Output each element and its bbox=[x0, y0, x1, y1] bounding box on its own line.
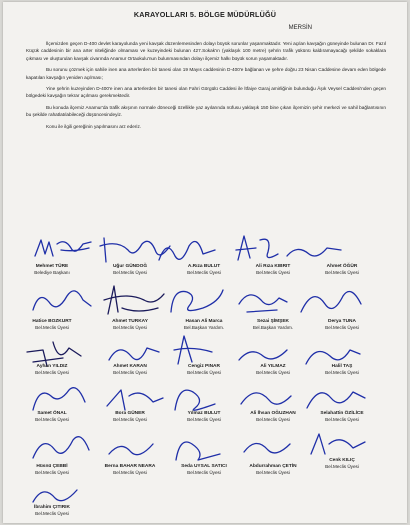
signatory-role: Bel.Başkan Yardım. bbox=[252, 325, 294, 330]
signatory-role: Bel.Meclis Üyesi bbox=[256, 417, 290, 422]
paragraph: Yine şehrin kuzeyinden D-400'e inen ana arterlerden bir tanesi olan Fahri Görgülü Caddesi ile İtfaiye Garaj amirliğinin bulunduğu Âşık Veysel Caddesi'nden geçen bölgedeki kavşağın tekrar açılması gerekmektedir. bbox=[26, 86, 386, 99]
signatory-name: Cengiz PINAR bbox=[188, 364, 220, 369]
signatory bbox=[91, 364, 169, 376]
signatory bbox=[13, 464, 91, 476]
signatory-name: Hatice BOZKURT bbox=[32, 319, 72, 324]
signatory-name: Ali Rıza KIBRIT bbox=[255, 264, 291, 269]
signatory-name: Yılmaz BULUT bbox=[187, 411, 221, 416]
signature-scribble bbox=[153, 236, 223, 266]
signature-scribble bbox=[305, 428, 375, 462]
signatory-name: Ahmet ÖĞÜR bbox=[326, 264, 358, 269]
signatory bbox=[165, 264, 243, 276]
signatory-name: Samet ÖNAL bbox=[37, 411, 67, 416]
signatory-name: Ahmet KARAN bbox=[113, 364, 147, 369]
signatory-role: Bel.Meclis Üyesi bbox=[325, 417, 359, 422]
signatory-name: A.Rıza BULUT bbox=[187, 264, 221, 269]
closing-line: Konu ile ilgili gereğinin yapılmasını arz ederiz. bbox=[46, 123, 142, 129]
signatory-name: Halil TAŞ bbox=[331, 364, 353, 369]
document-title: KARAYOLLARI 5. BÖLGE MÜDÜRLÜĞÜ bbox=[133, 10, 277, 19]
signatory-name: Bora GÜNER bbox=[115, 411, 145, 416]
signatory-name: Ayhan YILDIZ bbox=[36, 364, 68, 369]
signatory-name: Ali İhsan OĞUZHAN bbox=[250, 411, 296, 416]
document-city: MERSİN bbox=[288, 25, 312, 31]
signatory bbox=[303, 364, 381, 376]
signatory-role: Bel.Meclis Üyesi bbox=[35, 370, 69, 375]
signatory-role: Bel.Meclis Üyesi bbox=[256, 370, 290, 375]
signatory-role: Bel.Meclis Üyesi bbox=[113, 325, 147, 330]
signatory bbox=[165, 364, 243, 376]
signatory bbox=[13, 505, 91, 517]
signature-scribble bbox=[295, 282, 370, 320]
signatory-name: Hasan Ali Marca bbox=[185, 319, 223, 324]
signatory-role: Bel.Meclis Üyesi bbox=[113, 470, 147, 475]
signature-scribble bbox=[27, 284, 97, 318]
signature-scribble bbox=[228, 232, 288, 266]
signature-scribble bbox=[98, 280, 173, 320]
signatory-role: Bel.Meclis Üyesi bbox=[35, 417, 69, 422]
signatory-name: Seda UYSAL SATICI bbox=[181, 464, 227, 469]
signatory-role: Bel.Meclis Üyesi bbox=[113, 417, 147, 422]
signatory bbox=[234, 464, 312, 476]
signature-scribble bbox=[235, 382, 300, 414]
signatory bbox=[303, 411, 381, 423]
signatory bbox=[234, 264, 312, 276]
signatory-role: Bel.Başkan Yardım. bbox=[183, 325, 225, 330]
signatory bbox=[303, 458, 381, 470]
signatory-name: Selahattin ÖZİLİCE bbox=[320, 411, 364, 416]
paragraph: Bu konuda ilçemiz Anamur'da trafik akışının normale döneceği özellikle yaz ayılarında nüfusu yaklaşık 150 bine çıkan ilçemizin şehir merkezi ve sahil bağlantısının bu şekilde rahatlatılabileceği düşüncesindeyiz. bbox=[26, 104, 386, 118]
signatory bbox=[234, 319, 312, 331]
signatory-name: Hüsnü ÇEBBİ bbox=[36, 464, 68, 469]
signatory-role: Bel.Meclis Üyesi bbox=[113, 270, 147, 275]
signatory-role: Bel.Meclis Üyesi bbox=[256, 470, 290, 475]
signatory bbox=[91, 319, 169, 331]
signatory-name: Derya TUNA bbox=[328, 319, 356, 324]
signatory bbox=[13, 264, 91, 276]
signatory-name: Cenk KILIÇ bbox=[329, 458, 355, 463]
signatory-role: Bel.Meclis Üyesi bbox=[325, 325, 359, 330]
signature-scribble bbox=[283, 240, 353, 264]
signatory bbox=[165, 411, 243, 423]
signatory-role: Bel.Meclis Üyesi bbox=[187, 370, 221, 375]
signature-scribble bbox=[238, 432, 298, 464]
signature-scribble bbox=[168, 430, 228, 466]
document-page bbox=[3, 2, 407, 523]
signatory bbox=[303, 319, 381, 331]
signatory-role: Bel.Meclis Üyesi bbox=[35, 470, 69, 475]
signature-scribble bbox=[301, 380, 371, 414]
signatory-role: Bel.Meclis Üyesi bbox=[113, 370, 147, 375]
signatory bbox=[91, 464, 169, 476]
signatory-role: Bel.Meclis Üyesi bbox=[325, 464, 359, 469]
signatory-role: Bel.Meclis Üyesi bbox=[325, 370, 359, 375]
signatory bbox=[91, 264, 169, 276]
signature-scribble bbox=[163, 282, 233, 318]
signatory-role: Bel.Meclis Üyesi bbox=[35, 325, 69, 330]
signatory-role: Bel.Meclis Üyesi bbox=[325, 270, 359, 275]
signatory bbox=[234, 364, 312, 376]
paragraph: İlçemizden geçen D-400 devlet karayolunda yeni kavşak düzenlemesinden dolayı büyük sorunlar yaşanmaktadır. Yeni açılan kavşağın güneyinde bulunan Dr. Fazıl Küçük caddesinin bir ana arter niteliğinde olmaması ve kuzeyindeki bulunan 427.Sokak'ın (yaklaşık 100 metre) şehrin trafik yükünü kaldıramayacağı şekilde sokaklara çıkması ve oluşturulan kavşak civarında Anamur Ortaokulu'nun bulunmasından dolayı ilçemiz halkı büyük sorun yaşamaktadır. bbox=[26, 41, 386, 61]
signatory bbox=[234, 411, 312, 423]
signatory-name: Berna BAHAR NEARA bbox=[104, 464, 156, 469]
signatory bbox=[303, 264, 381, 276]
signatory-name: Uğur GÜNDOĞ bbox=[112, 264, 148, 269]
signatory-role: Bel.Meclis Üyesi bbox=[187, 470, 221, 475]
signature-scribble bbox=[233, 284, 293, 318]
signature-scribble bbox=[27, 430, 97, 466]
signatory bbox=[91, 411, 169, 423]
signatory-name: Mehmet TÜRE bbox=[35, 264, 69, 269]
signatory bbox=[13, 364, 91, 376]
signatory bbox=[165, 319, 243, 331]
signature-scribble bbox=[103, 432, 168, 466]
signatory bbox=[165, 464, 243, 476]
signatory bbox=[13, 319, 91, 331]
signature-scribble bbox=[31, 234, 101, 264]
signatory-role: Bel.Meclis Üyesi bbox=[35, 511, 69, 516]
paragraph: Bu sorunu çözmek için sahile inen ana arterlerden bir tanesi olan 19 Mayıs caddesinin D-400'e bağlanan ve şehre doğru 23 Nisan Caddesine devam eden bölgede kapatılan kavşağın yeniden açılması; bbox=[26, 67, 386, 80]
signatory-name: Ali YILMAZ bbox=[260, 364, 286, 369]
signatory-role: Belediye Başkanı bbox=[34, 270, 70, 275]
signatory-role: Bel.Meclis Üyesi bbox=[187, 417, 221, 422]
signatory-role: Bel.Meclis Üyesi bbox=[187, 270, 221, 275]
signatory-name: Abdurrahman ÇETİN bbox=[249, 464, 297, 469]
signatory-role: Bel.Meclis Üyesi bbox=[256, 270, 290, 275]
signatory-name: Sezai ŞİMŞEK bbox=[257, 319, 289, 324]
signatory bbox=[13, 411, 91, 423]
signatory-name: İbrahim ÇITIRIK bbox=[34, 505, 70, 510]
document-body bbox=[26, 40, 386, 134]
signatory-name: Ahmet TURKAY bbox=[112, 319, 148, 324]
